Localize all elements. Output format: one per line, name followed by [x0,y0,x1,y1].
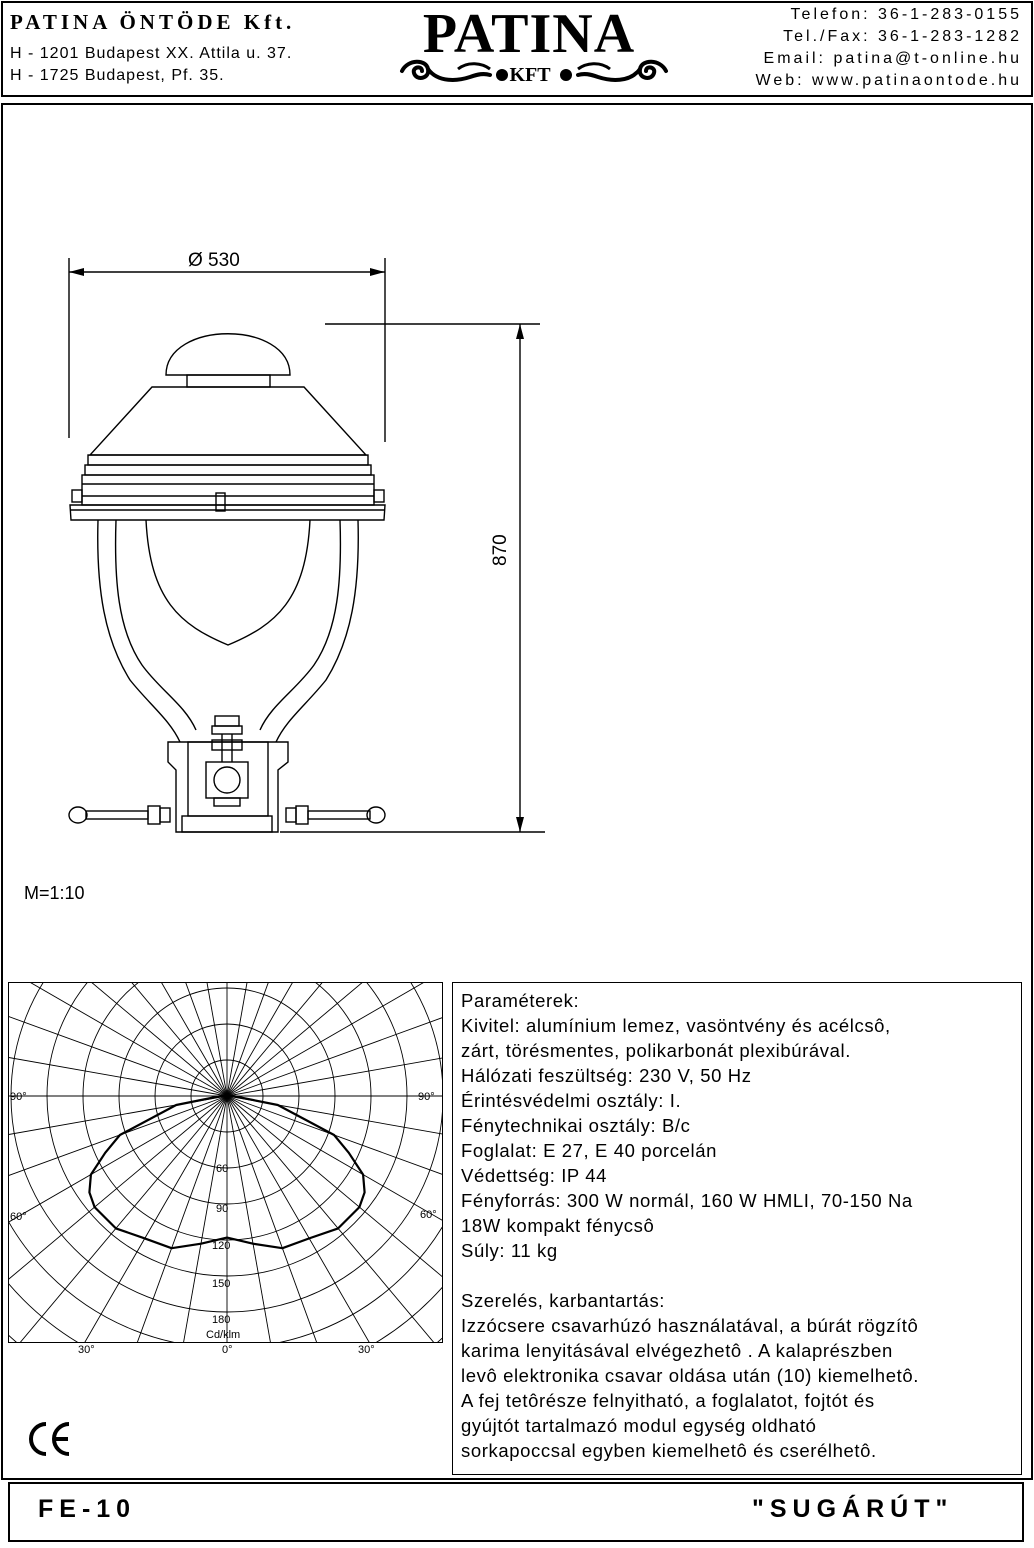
radial-label-150: 150 [212,1278,231,1290]
logo-ornament-icon [398,55,670,89]
radial-label-180: 180 [212,1314,231,1326]
angle-label-right-30: 30° [358,1344,375,1356]
param-line: zárt, törésmentes, polikarbonát plexibúrával. [461,1040,851,1061]
logo-name: PATINA [422,3,636,65]
param-line: karima lenyitásával elvégezhetô . A kalaprészben [461,1340,893,1361]
fax-number: Tel./Fax: 36-1-283-1282 [783,28,1022,45]
phone-number: Telefon: 36-1-283-0155 [790,6,1022,23]
parameters-text [461,988,1021,1463]
angle-label-right-60: 60° [420,1209,437,1221]
angle-label-right-90: 90° [418,1091,435,1103]
angle-label-0: 0° [222,1344,233,1356]
param-line: 18W kompakt fénycsô [461,1215,655,1236]
param-line: sorkapoccsal egyben kiemelhetô és cserélhetô. [461,1440,877,1461]
param-line: Fénytechnikai osztály: B/c [461,1115,691,1136]
radial-label-120: 120 [212,1240,231,1252]
param-line: Izzócsere csavarhúzó használatával, a búrát rögzítô [461,1315,919,1336]
polar-chart [8,982,444,1344]
diameter-dimension-label: Ø 530 [188,250,240,271]
param-line: Súly: 11 kg [461,1240,558,1261]
radial-label-90: 90 [216,1203,229,1215]
website-address: Web: www.patinaontode.hu [755,72,1022,89]
product-name: "SUGÁRÚT" [752,1495,954,1523]
angle-label-left-60: 60° [10,1211,27,1223]
param-line: Kivitel: alumínium lemez, vasöntvény és acélcsô, [461,1015,891,1036]
address-line-1: H - 1201 Budapest XX. Attila u. 37. [10,45,293,62]
angle-label-left-90: 90° [10,1091,27,1103]
email-address: Email: patina@t-online.hu [763,50,1022,67]
param-line: gyújtót tartalmazó modul egység oldható [461,1415,817,1436]
address-line-2: H - 1725 Budapest, Pf. 35. [10,67,225,84]
param-line: Foglalat: E 27, E 40 porcelán [461,1140,717,1161]
product-code: FE-10 [38,1495,137,1523]
unit-label: Cd/klm [206,1329,241,1341]
logo-sub: KFT [509,64,551,86]
height-dimension-label [490,534,512,566]
angle-label-left-30: 30° [78,1344,95,1356]
param-line: Érintésvédelmi osztály: I. [461,1090,682,1111]
param-line: levô elektronika csavar oldása után (10) kiemelhetô. [461,1365,919,1386]
company-name: PATINA ÖNTÖDE Kft. [10,10,296,34]
param-line: Védettség: IP 44 [461,1165,608,1186]
param-line: Paraméterek: [461,990,580,1011]
param-line: A fej tetôrésze felnyitható, a foglalatot, fojtót és [461,1390,875,1411]
radial-label-60: 60 [216,1163,229,1175]
ce-mark-icon [24,1420,74,1458]
param-line: Hálózati feszültség: 230 V, 50 Hz [461,1065,752,1086]
height-dimension-value: 870 [490,534,511,566]
scale-label: M=1:10 [24,883,85,903]
param-line: Fényforrás: 300 W normál, 160 W HMLI, 70-150 Na [461,1190,913,1211]
param-line: Szerelés, karbantartás: [461,1290,666,1311]
param-line [461,1263,1021,1288]
